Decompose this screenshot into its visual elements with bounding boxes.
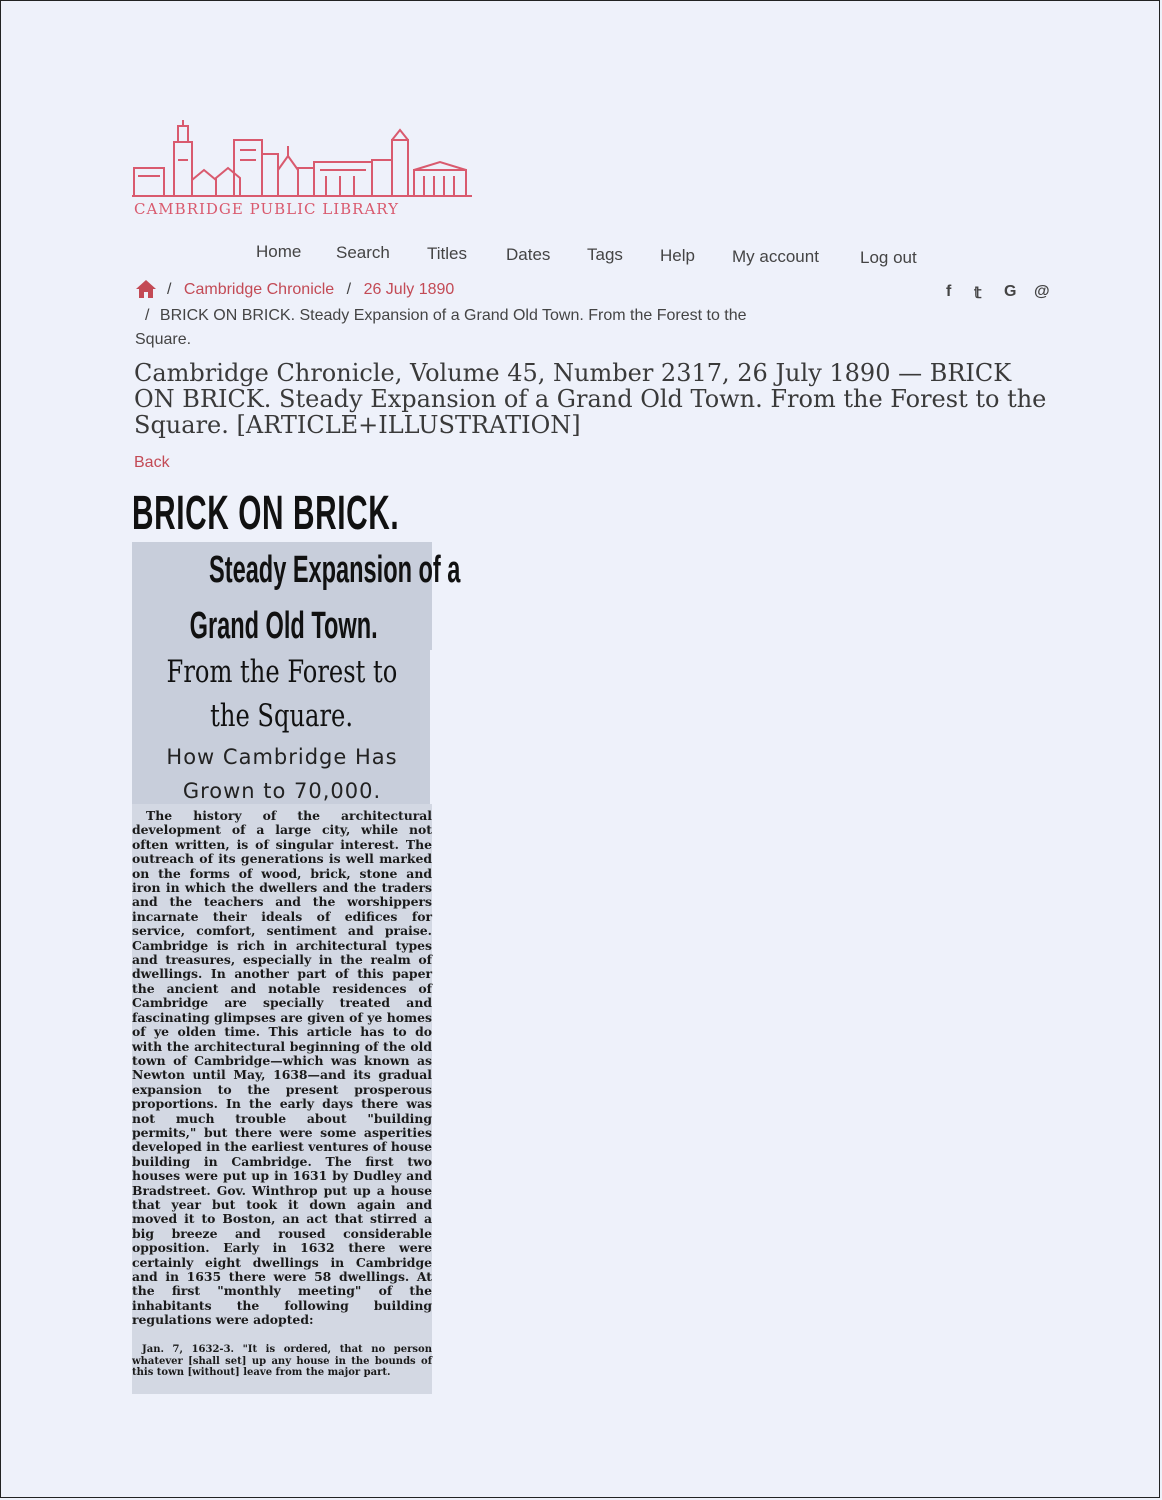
email-icon[interactable]: @ <box>1034 283 1050 300</box>
nav-titles[interactable]: Titles <box>427 244 467 263</box>
clipping-headline: BRICK ON BRICK. <box>132 487 400 540</box>
nav-search[interactable]: Search <box>336 243 390 262</box>
nav-dates[interactable]: Dates <box>506 245 551 264</box>
clipping-body: The history of the architectural development of a large city, while not often written, is of singular interest. The outreach of its generations is well marked on the forms of wood, brick, stone and iron in which the dwellers and the traders and the teachers and the worshippers incarnate their ideals of edifices for service, comfort, sentiment and praise. Cambridge is rich in architectural types and treasures, especially in the realm of dwellings. In another part of this paper the ancient and notable residences of Cambridge are specially treated and fascinating glimpses are given of ye homes of ye olden time. This article has to do with the architectural beginning of the old town of Cambridge—which was known as Newton until May, 1638—and its gradual expansion to the present prosperous proportions. In the early days there was not much trouble about "building permits," but there were some asperities developed in the earliest ventures of house building in Cambridge. The first two houses were put up in 1631 by Dudley and Bradstreet. Gov. Winthrop put up a house that year but took it down again and moved it to Boston, an act that stirred a big breeze and roused considerable opposition. Early in 1632 there were certainly eight dwellings in Cambridge and in 1635 there were 58 dwellings. At the first "monthly meeting" of the inhabitants the following building regulations were adopted: <box>132 808 432 1328</box>
nav-my-account[interactable]: My account <box>732 247 819 266</box>
share-links <box>942 283 1062 305</box>
clipping-deck3-line1: How Cambridge Has <box>166 745 398 769</box>
breadcrumb-article: BRICK ON BRICK. Steady Expansion of a Grand Old Town. From the Forest to the <box>159 307 747 324</box>
google-icon[interactable]: G <box>1004 283 1017 300</box>
breadcrumb-separator: / <box>167 281 172 298</box>
breadcrumb-date[interactable]: 26 July 1890 <box>363 281 455 298</box>
nav-log-out[interactable]: Log out <box>860 248 917 267</box>
nav-home[interactable]: Home <box>256 242 302 261</box>
nav-help[interactable]: Help <box>660 246 695 265</box>
breadcrumb-separator: / <box>145 307 150 324</box>
article-clipping <box>132 484 461 1394</box>
library-skyline-icon <box>130 120 475 200</box>
breadcrumb-article-cont: Square. <box>135 331 192 348</box>
clipping-footnote: Jan. 7, 1632-3. "It is ordered, that no person whatever [shall set] up any house in the bounds of this town [without] leave from the major part. <box>132 1344 432 1379</box>
breadcrumb-publication[interactable]: Cambridge Chronicle <box>183 281 335 298</box>
clipping-deck2-line2: the Square. <box>210 698 354 734</box>
clipping-deck1-line2: Grand Old Town. <box>189 605 378 647</box>
main-nav <box>0 238 1162 278</box>
home-icon[interactable] <box>135 279 157 299</box>
nav-tags[interactable]: Tags <box>587 245 623 264</box>
facebook-icon[interactable]: f <box>946 283 952 300</box>
clipping-deck1-line1: Steady Expansion of a <box>209 549 461 591</box>
library-logo[interactable] <box>130 120 475 225</box>
clipping-deck2-line1: From the Forest to <box>166 654 398 690</box>
clipping-deck3-line2: Grown to 70,000. <box>182 779 382 803</box>
page-title: Cambridge Chronicle, Volume 45, Number 2317, 26 July 1890 — BRICK ON BRICK. Steady Expansion of a Grand Old Town. From the Forest to the Square. [ARTICLE+ILLUSTRATION] <box>134 359 1047 439</box>
twitter-icon[interactable]: 𝕥 <box>974 285 982 302</box>
breadcrumb-separator: / <box>346 281 352 298</box>
library-name: CAMBRIDGE PUBLIC LIBRARY <box>134 200 400 218</box>
back-link[interactable]: Back <box>134 454 170 471</box>
